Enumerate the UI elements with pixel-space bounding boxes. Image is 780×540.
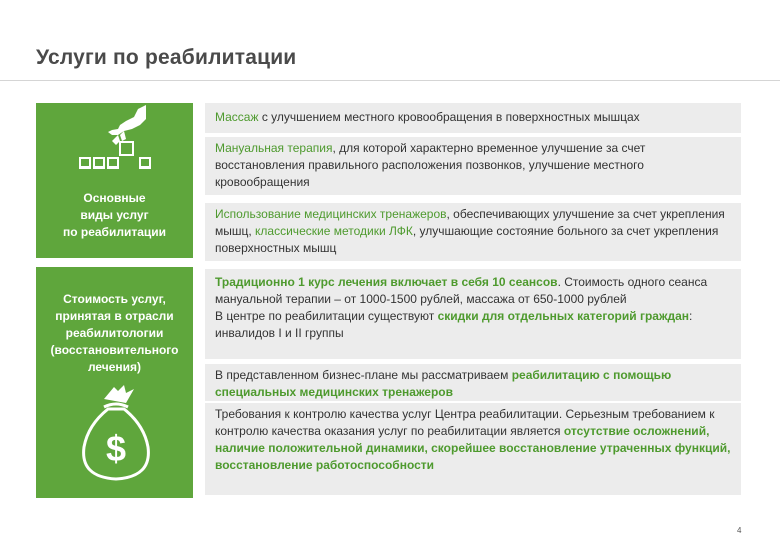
- hand-placing-blocks-icon: [74, 105, 164, 177]
- service-name-2: классические методики ЛФК: [255, 224, 413, 238]
- service-massage: [205, 103, 741, 133]
- service-text: , для которой характерно временное улучшение за счет восстановления правильного расположения позвонков, улучшение местного кровообращения: [215, 141, 646, 189]
- cost-caption: Стоимость услуг, принятая в отрасли реабилитологии (восстановительного лечения): [50, 292, 179, 374]
- service-trainers: [205, 203, 741, 261]
- service-text: , обеспечивающих улучшение за счет укрепления мышц,: [215, 207, 725, 238]
- page-number: 4: [737, 526, 742, 535]
- quality-intro: Требования к контролю качества услуг Центра реабилитации. Серьезным требованием к контролю качества оказания услуг по реабилитации является: [215, 407, 715, 438]
- service-name: Мануальная терапия: [215, 141, 333, 155]
- business-plan-note: [205, 364, 741, 401]
- services-caption: Основные виды услуг по реабилитации: [62, 191, 167, 239]
- discount-highlight: скидки для отдельных категорий граждан: [437, 309, 689, 323]
- title-divider: [0, 80, 780, 81]
- plan-highlight: реабилитацию с помощью специальных медицинских тренажеров: [215, 368, 672, 399]
- discount-intro: В центре по реабилитации существуют: [215, 309, 438, 323]
- service-text: с улучшением местного кровообращения в поверхностных мышцах: [258, 110, 640, 124]
- course-highlight: Традиционно 1 курс лечения включает в себя 10 сеансов: [215, 275, 558, 289]
- service-name: Использование медицинских тренажеров: [215, 207, 447, 221]
- discount-text: : инвалидов I и II группы: [215, 309, 693, 340]
- page-title: Услуги по реабилитации: [36, 46, 297, 69]
- quality-requirements: [205, 403, 741, 495]
- service-text-2: , улучшающие состояние больного за счет укрепления поверхностных мышц: [215, 224, 719, 255]
- quality-highlight: отсутствие осложнений, наличие положительной динамики, скорейшее восстановление утраченных функций, восстановление работоспособности: [215, 424, 731, 472]
- cost-panel: [36, 267, 193, 498]
- money-bag-dollar-icon: [74, 385, 158, 485]
- service-name: Массаж: [215, 110, 259, 124]
- services-panel: [36, 103, 193, 258]
- cost-details: [205, 269, 741, 359]
- plan-intro: В представленном бизнес-плане мы рассматриваем: [215, 368, 512, 382]
- service-manual-therapy: [205, 137, 741, 195]
- cost-text: . Стоимость одного сеанса мануальной терапии – от 1000-1500 рублей, массажа от 650-1000 рублей: [215, 275, 708, 306]
- dollar-sign: $: [105, 428, 127, 469]
